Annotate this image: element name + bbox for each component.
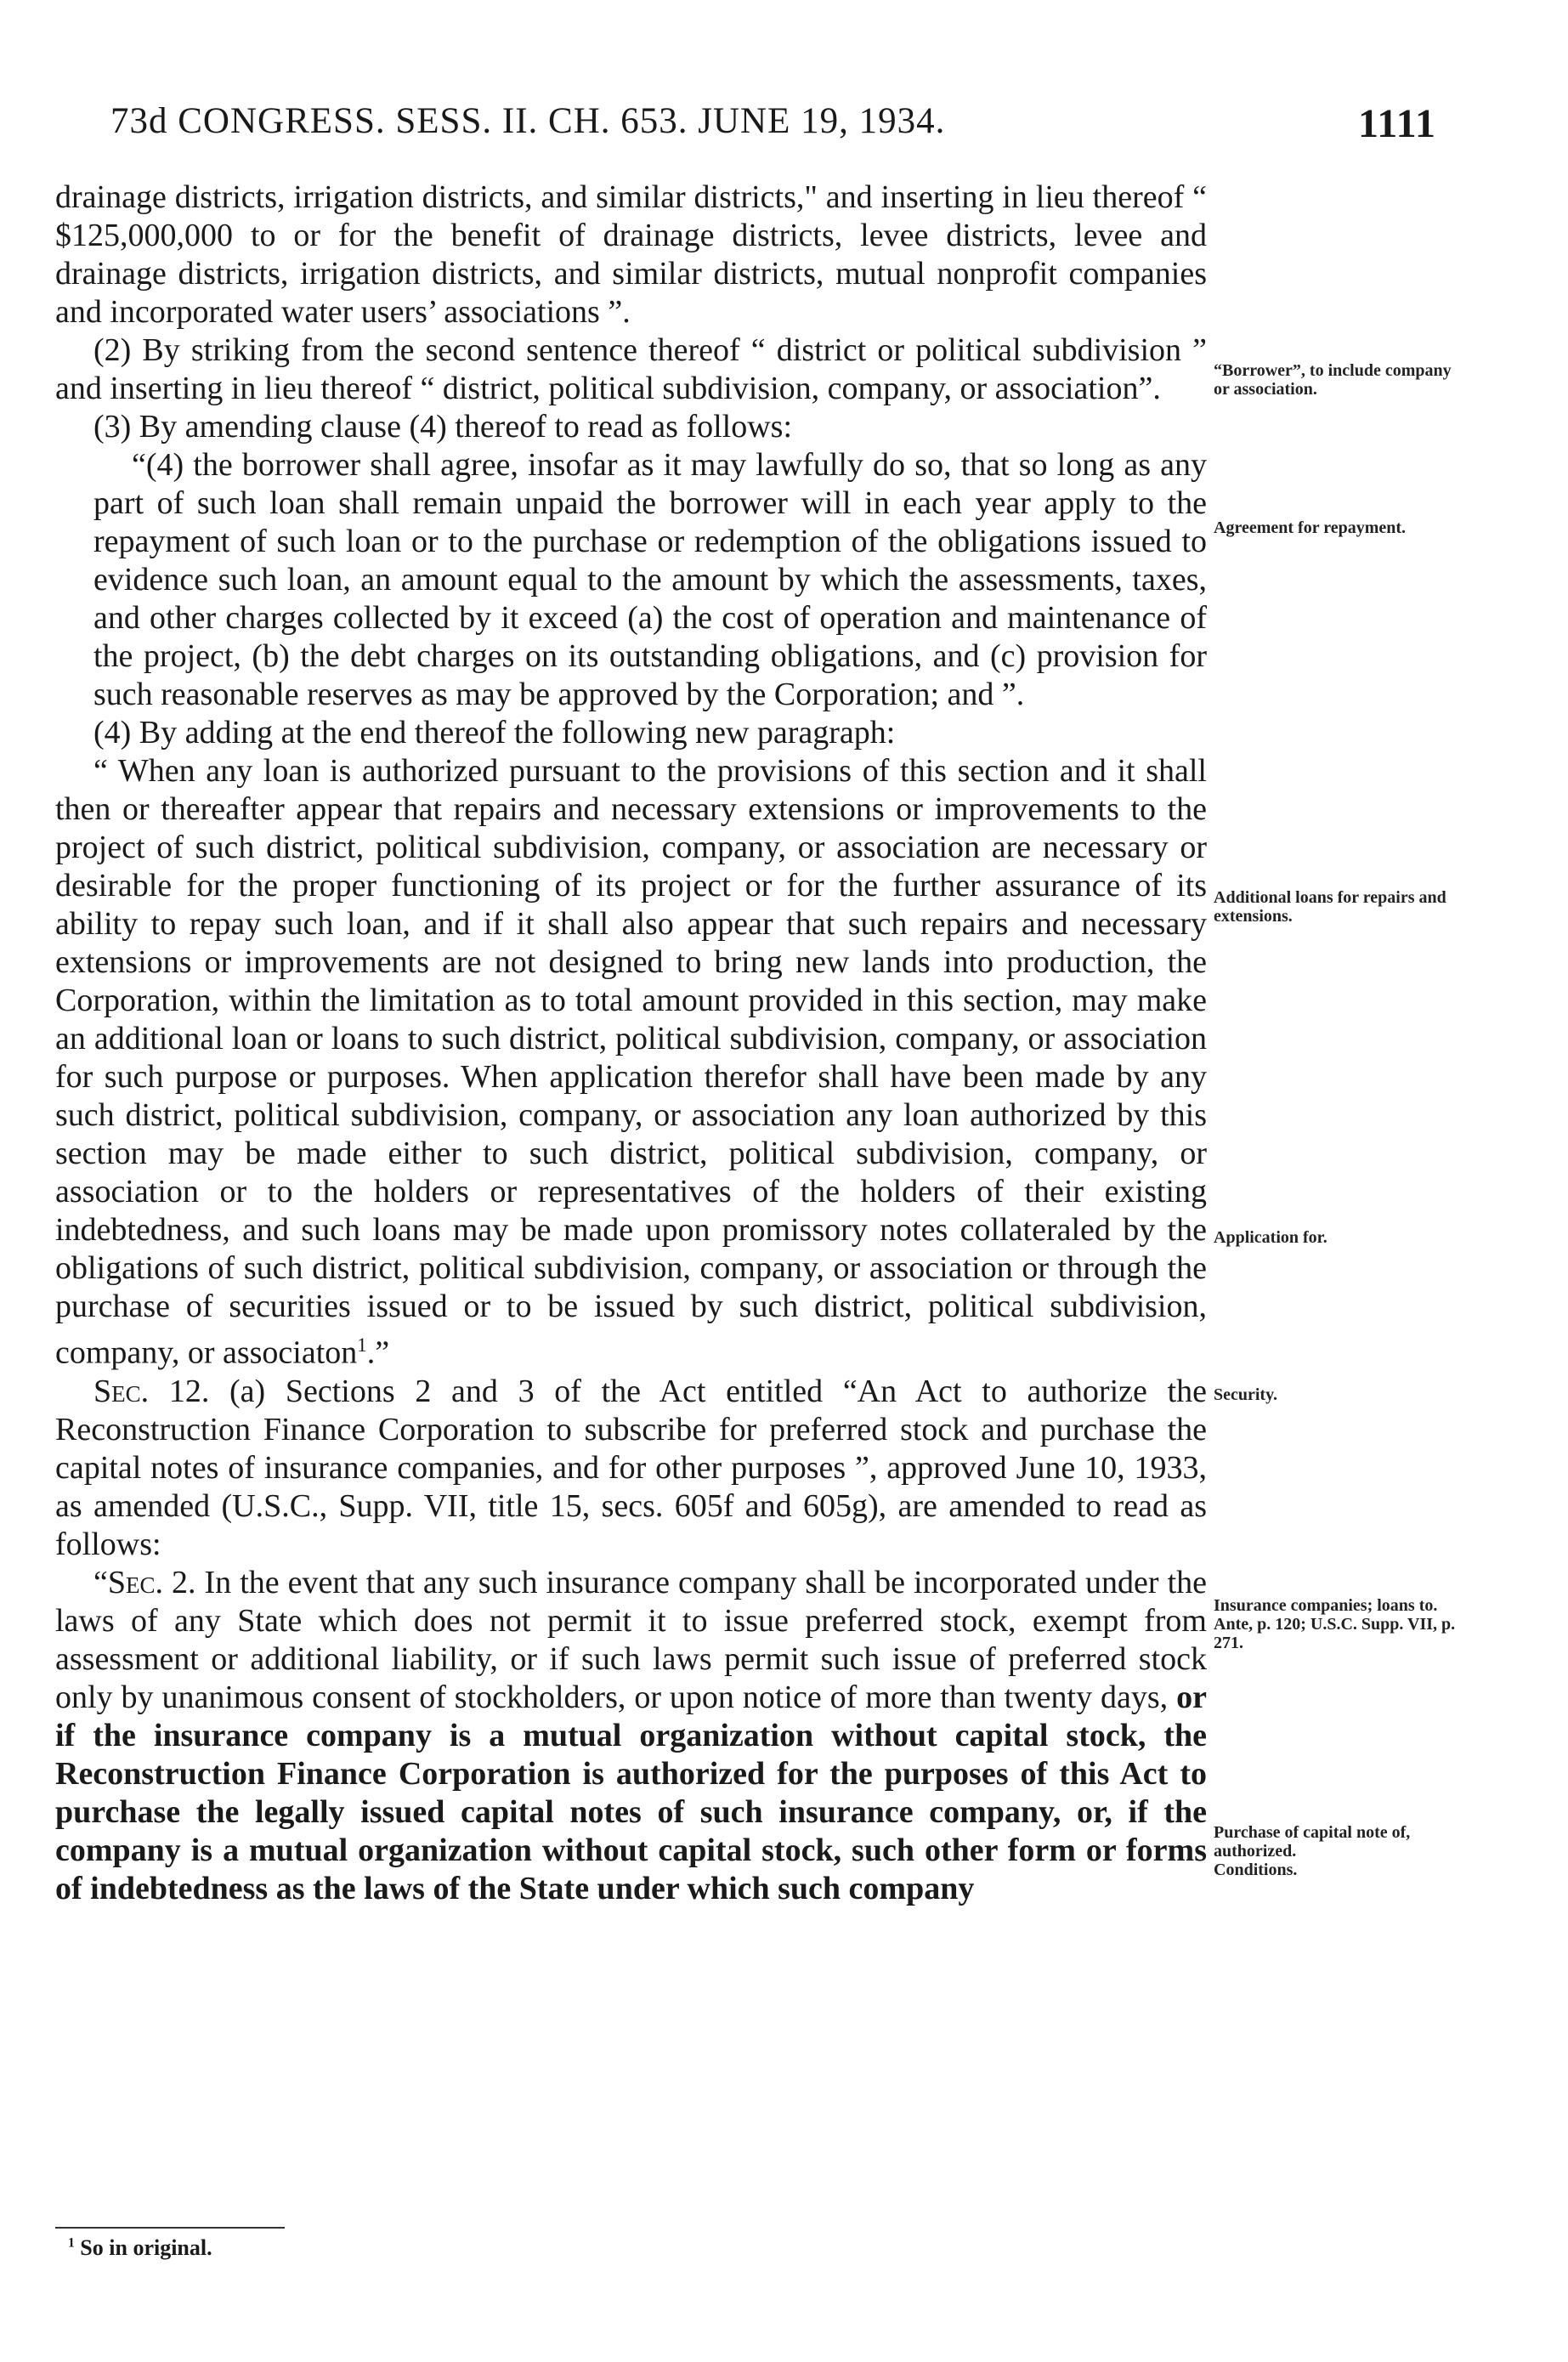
quoted-clause-4: “(4) the borrower shall agree, insofar as it may lawfully do so, that so long as any part of such loan shall remain unpaid the borrower will in each year apply to the repayment of such loan or to the purchase or redemption of the obligations issued to evidence such loan, an amount equal to the amount by which the assessments, taxes, and other charges collected by it exceed (a) the cost of operation and maintenance of the project, (b) the debt charges on its outstanding obligations, and (c) provision for such reasonable reserves as may be approved by the Corporation; and ”. xyxy=(93,447,1207,712)
section-2-text-a: 2. In the event that any such insurance company shall be incorporated under the laws of any State which does not permit it to issue preferred stock, exempt from assessment or additional liability, or if such laws permit such issue of preferred stock only by unanimous consent of stockholders, or upon notice of more than twenty days, xyxy=(55,1564,1207,1715)
footnote xyxy=(68,2235,212,2261)
paragraph-2: (2) By striking from the second sentence thereof “ district or political subdivision ” and inserting in lieu thereof “ district, political subdivision, company, or association”. xyxy=(55,332,1207,406)
margin-note-insurance-ref: Ante, p. 120; U.S.C. Supp. VII, p. 271. xyxy=(1214,1615,1456,1652)
new-paragraph-end: .” xyxy=(366,1334,390,1371)
margin-note-security: Security. xyxy=(1214,1385,1277,1404)
new-paragraph-text: “ When any loan is authorized pursuant to the provisions of this section and it shall then or thereafter appear that repairs and necessary extensions or improvements to the project of such district, political subdivision, company, or association are necessary or desirable for the proper functioning of its project or for the further assurance of its ability to repay such loan, and if it shall also appear that such repairs and necessary extensions or improvements are not designed to bring new lands into production, the Corporation, within the limitation as to total amount provided in this section, may make an additional loan or loans to such district, political subdivision, company, or association for such purpose or purposes. When application therefor shall have been made by any such district, political subdivision, company, or association any loan authorized by this section may be made either to such district, political subdivision, company, or association or to the holders or representatives of the holders of their existing indebtedness, and such loans may be made upon promissory notes collateraled by the obligations of such district, political subdivision, company, or association or through the purchase of securities issued or to be issued by such district, political subdivision, company, or associaton xyxy=(55,753,1207,1371)
section-12-text: 12. (a) Sections 2 and 3 of the Act entitled “An Act to authorize the Reconstruction Finance Corporation to subscribe for preferred stock and purchase the capital notes of insurance companies, and for other purposes ”, approved June 10, 1933, as amended (U.S.C., Supp. VII, title 15, secs. 605f and 605g), are amended to read as follows: xyxy=(55,1373,1207,1562)
page-header xyxy=(110,100,1436,160)
margin-note-conditions: Conditions. xyxy=(1214,1861,1298,1879)
footnote-text: So in original. xyxy=(80,2235,212,2260)
margin-note-repayment: Agreement for repayment. xyxy=(1214,518,1407,537)
footnote-rule xyxy=(55,2227,285,2229)
main-text xyxy=(55,178,1207,1908)
margin-note-additional-loans: Additional loans for repairs and extensions. xyxy=(1214,888,1446,926)
section-2-quoted xyxy=(55,1564,1207,1908)
paragraph-1: drainage districts, irrigation districts, and similar districts," and inserting in lieu thereof “ $125,000,000 to or for the benefit of drainage districts, levee districts, levee and drainage districts, irrigation districts, and similar districts, mutual nonprofit companies and incorporated water users’ associations ”. xyxy=(55,179,1207,330)
open-quote: “ xyxy=(93,1564,108,1600)
section-12 xyxy=(55,1373,1207,1564)
paragraph-4: (4) By adding at the end thereof the following new paragraph: xyxy=(93,715,896,751)
new-paragraph xyxy=(55,752,1207,1373)
section-2-text-b: or if the insurance company is a mutual organization without capital stock, the Reconstruction Finance Corporation is authorized for the purposes of this Act to purchase the legally issued capital notes of such insurance company, or, if the company is a mutual organization without capital stock, such other form or forms of indebtedness as the laws of the State under which such company xyxy=(55,1679,1207,1906)
footnote-marker: 1 xyxy=(68,2235,75,2251)
margin-note-insurance-title: Insurance companies; loans to. xyxy=(1214,1596,1438,1615)
footnote-ref: 1 xyxy=(357,1334,367,1356)
margin-note-purchase-title: Purchase of capital note of, authorized. xyxy=(1214,1823,1411,1861)
margin-note-application: Application for. xyxy=(1214,1228,1327,1247)
paragraph-3: (3) By amending clause (4) thereof to read as follows: xyxy=(93,409,793,445)
section-label: Sec. xyxy=(93,1373,150,1409)
margin-note-purchase xyxy=(1214,1823,1469,1879)
page-number: 1111 xyxy=(1357,101,1436,146)
running-head: 73d CONGRESS. SESS. II. CH. 653. JUNE 19, 1934. xyxy=(110,101,946,141)
margin-note-insurance xyxy=(1214,1596,1469,1652)
section-label-2: Sec. xyxy=(107,1564,164,1600)
margin-note-borrower: “Borrower”, to include company or association. xyxy=(1214,361,1452,399)
